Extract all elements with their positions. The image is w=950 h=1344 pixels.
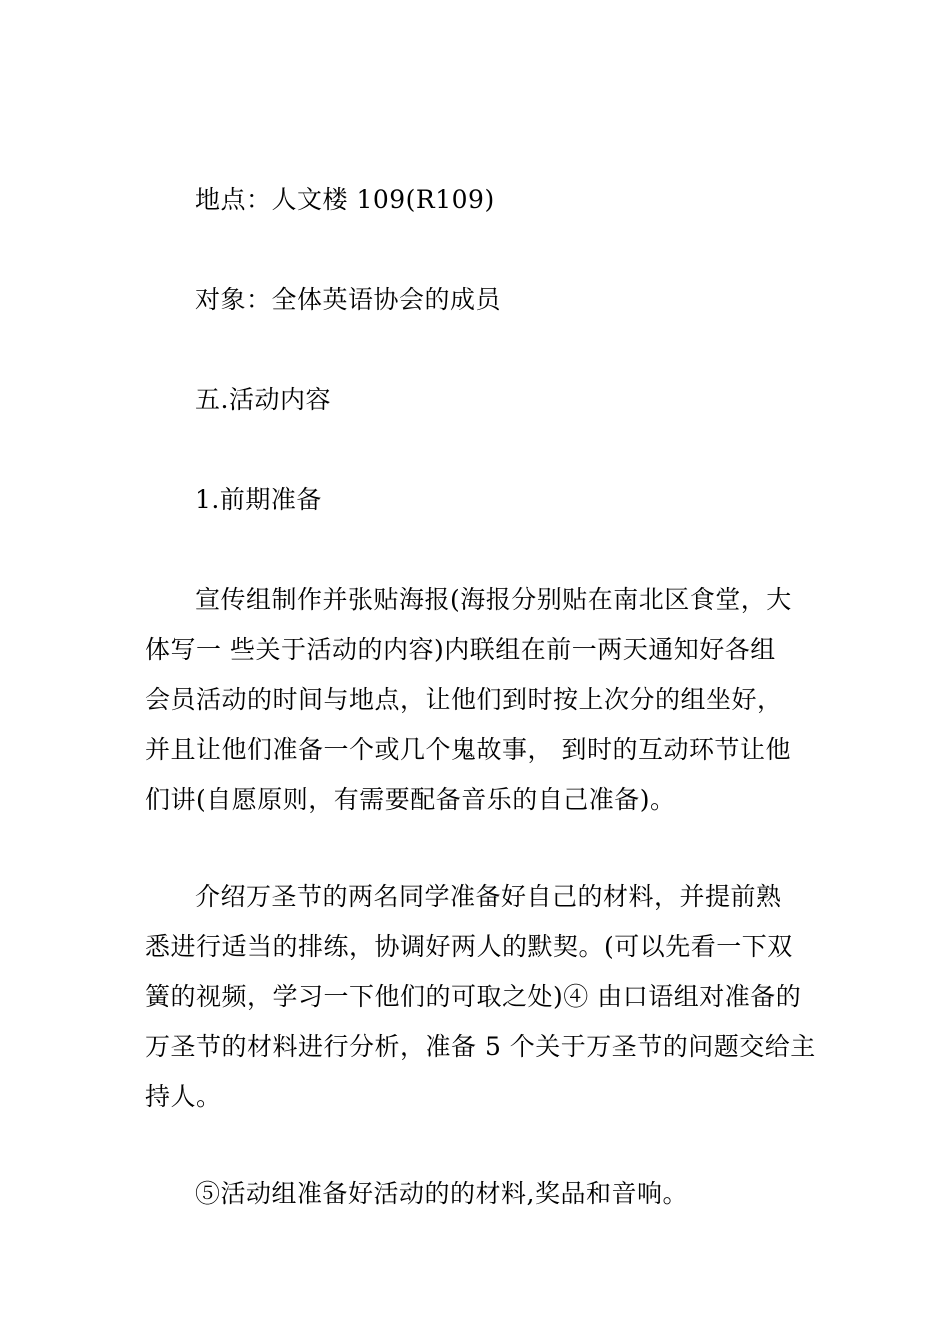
subsection-heading: 1.前期准备 [195,485,322,514]
paragraph-line: 宣传组制作并张贴海报(海报分别贴在南北区食堂，大 [195,585,792,614]
paragraph-line: 们讲(自愿原则，有需要配备音乐的自己准备)。 [145,785,676,814]
paragraph-line: 持人。 [145,1082,222,1111]
location-line: 地点：人文楼 109(R109) [195,185,495,214]
paragraph-line: 介绍万圣节的两名同学准备好自己的材料，并提前熟 [195,882,782,911]
paragraph-activity-materials: ⑤活动组准备好活动的的材料,奖品和音响。 [195,1179,688,1208]
section-heading: 五.活动内容 [195,385,331,414]
paragraph-line: 体写一 些关于活动的内容)内联组在前一两天通知好各组 [145,635,776,664]
paragraph-line: 会员活动的时间与地点，让他们到时按上次分的组坐好， [145,685,783,714]
paragraph-line: 并且让他们准备一个或几个鬼故事， 到时的互动环节让他 [145,735,791,764]
audience-line: 对象：全体英语协会的成员 [195,285,502,314]
paragraph-line: 悉进行适当的排练，协调好两人的默契。(可以先看一下双 [145,932,793,961]
paragraph-line: 簧的视频，学习一下他们的可取之处)④ 由口语组对准备的 [145,982,802,1011]
paragraph-line: 万圣节的材料进行分析，准备 5 个关于万圣节的问题交给主 [145,1032,816,1061]
